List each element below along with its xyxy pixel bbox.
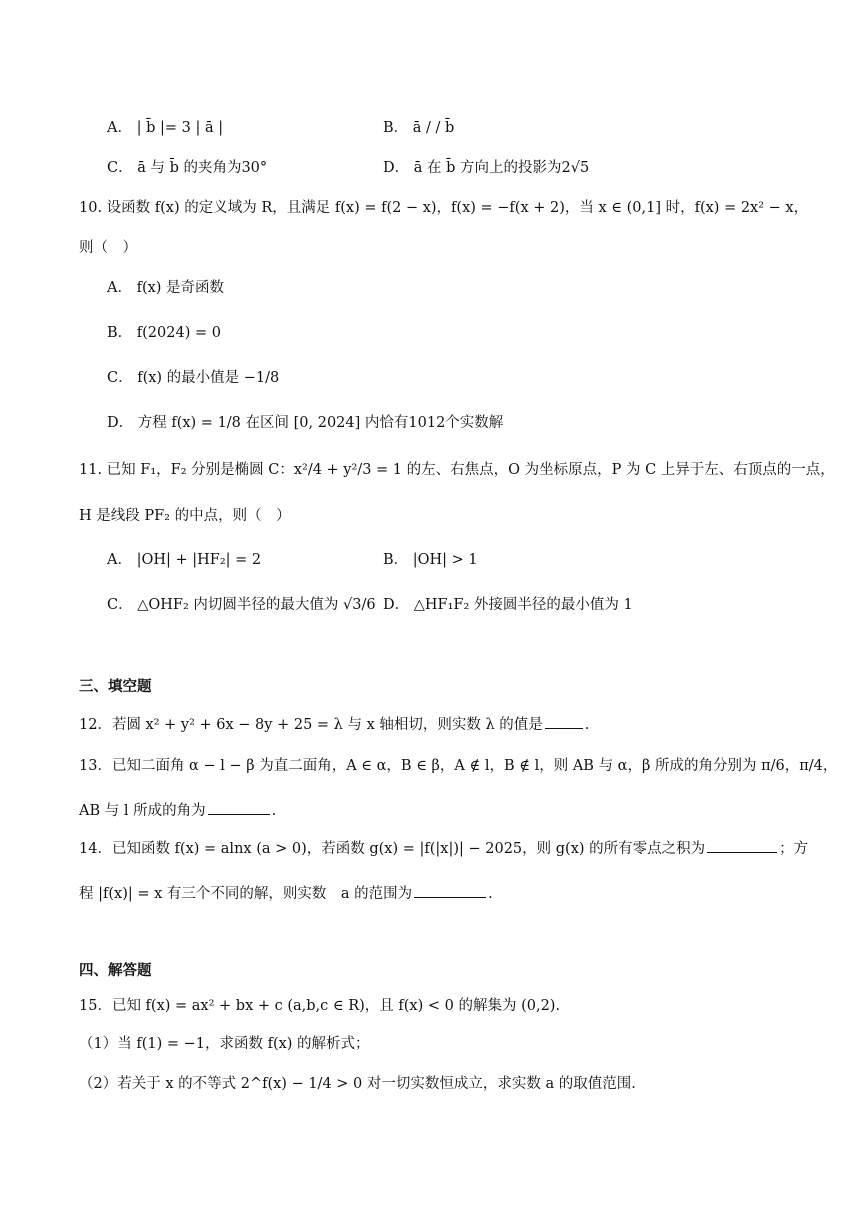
q11-option-a: A． |OH| + |HF₂| = 2 (107, 552, 262, 568)
q11-option-b: B． |OH| > 1 (383, 552, 478, 568)
q9-option-c: C． ā 与 b̄ 的夹角为30° (107, 160, 268, 176)
q11-option-d: D． △HF₁F₂ 外接圆半径的最小值为 1 (383, 597, 633, 613)
q14-text: 14．已知函数 f(x) = alnx (a > 0)，若函数 g(x) = |f(|x|)| − 2025，则 g(x) 的所有零点之积为 (79, 841, 706, 857)
q9-option-b: B． ā / / b̄ (383, 120, 455, 136)
q12-end: . (584, 717, 590, 733)
q10-stem: 10. 设函数 f(x) 的定义域为 R，且满足 f(x) = f(2 − x)，f(x) = −f(x + 2)，当 x ∈ (0,1] 时，f(x) = 2x² − x， (79, 200, 809, 216)
q14-line-1 (79, 838, 808, 858)
q10-stem-2: 则（ ） (79, 240, 137, 256)
q10-option-c: C． f(x) 的最小值是 −1/8 (107, 370, 280, 386)
q9-option-a: A． | b̄ |= 3 | ā | (107, 120, 224, 136)
q13-text: 13．已知二面角 α − l − β 为直二面角，A ∈ α，B ∈ β，A ∉ l，B ∉ l，则 AB 与 α，β 所成的角分别为 π/6，π/4， (79, 758, 838, 774)
q14-text-2: 程 |f(x)| = x 有三个不同的解，则实数 a 的范围为 (79, 886, 413, 902)
q15-part-1: （1）当 f(1) = −1，求函数 f(x) 的解析式； (79, 1036, 370, 1052)
q14-mid: ；方 (779, 841, 809, 857)
q13-line-2 (79, 800, 276, 820)
q12-text: 12．若圆 x² + y² + 6x − 8y + 25 = λ 与 x 轴相切，则实数 λ 的值是 (79, 717, 543, 733)
q14-answer-blank-1[interactable] (707, 838, 777, 853)
q14-end: . (488, 886, 493, 902)
q11-stem-2: H 是线段 PF₂ 的中点，则（ ） (79, 508, 291, 524)
section-4-title: 四、解答题 (79, 962, 152, 979)
q14-answer-blank-2[interactable] (414, 883, 486, 898)
q15-part-2: （2）若关于 x 的不等式 2^f(x) − 1/4 > 0 对一切实数恒成立，求实数 a 的取值范围. (79, 1076, 636, 1092)
q13-end: . (271, 803, 277, 819)
q14-line-2 (79, 883, 493, 903)
q10-option-a: A． f(x) 是奇函数 (107, 280, 225, 296)
q12-answer-blank[interactable] (545, 714, 583, 729)
q11-stem: 11. 已知 F₁，F₂ 分别是椭圆 C：x²/4 + y²/3 = 1 的左、右焦点，O 为坐标原点，P 为 C 上异于左、右顶点的一点， (79, 462, 835, 478)
q13-answer-blank[interactable] (208, 800, 270, 815)
q10-option-b: B． f(2024) = 0 (107, 325, 221, 341)
q12 (79, 714, 589, 734)
section-3-title: 三、填空题 (79, 678, 152, 695)
q11-option-c: C． △OHF₂ 内切圆半径的最大值为 √3/6 (107, 597, 376, 613)
q10-option-d: D． 方程 f(x) = 1/8 在区间 [0, 2024] 内恰有1012个实数解 (107, 415, 504, 431)
q9-option-d: D． ā 在 b̄ 方向上的投影为2√5 (383, 160, 590, 176)
q15-stem: 15．已知 f(x) = ax² + bx + c (a,b,c ∈ R)，且 f(x) < 0 的解集为 (0,2). (79, 998, 561, 1014)
q13-text-2: AB 与 l 所成的角为 (79, 803, 206, 819)
